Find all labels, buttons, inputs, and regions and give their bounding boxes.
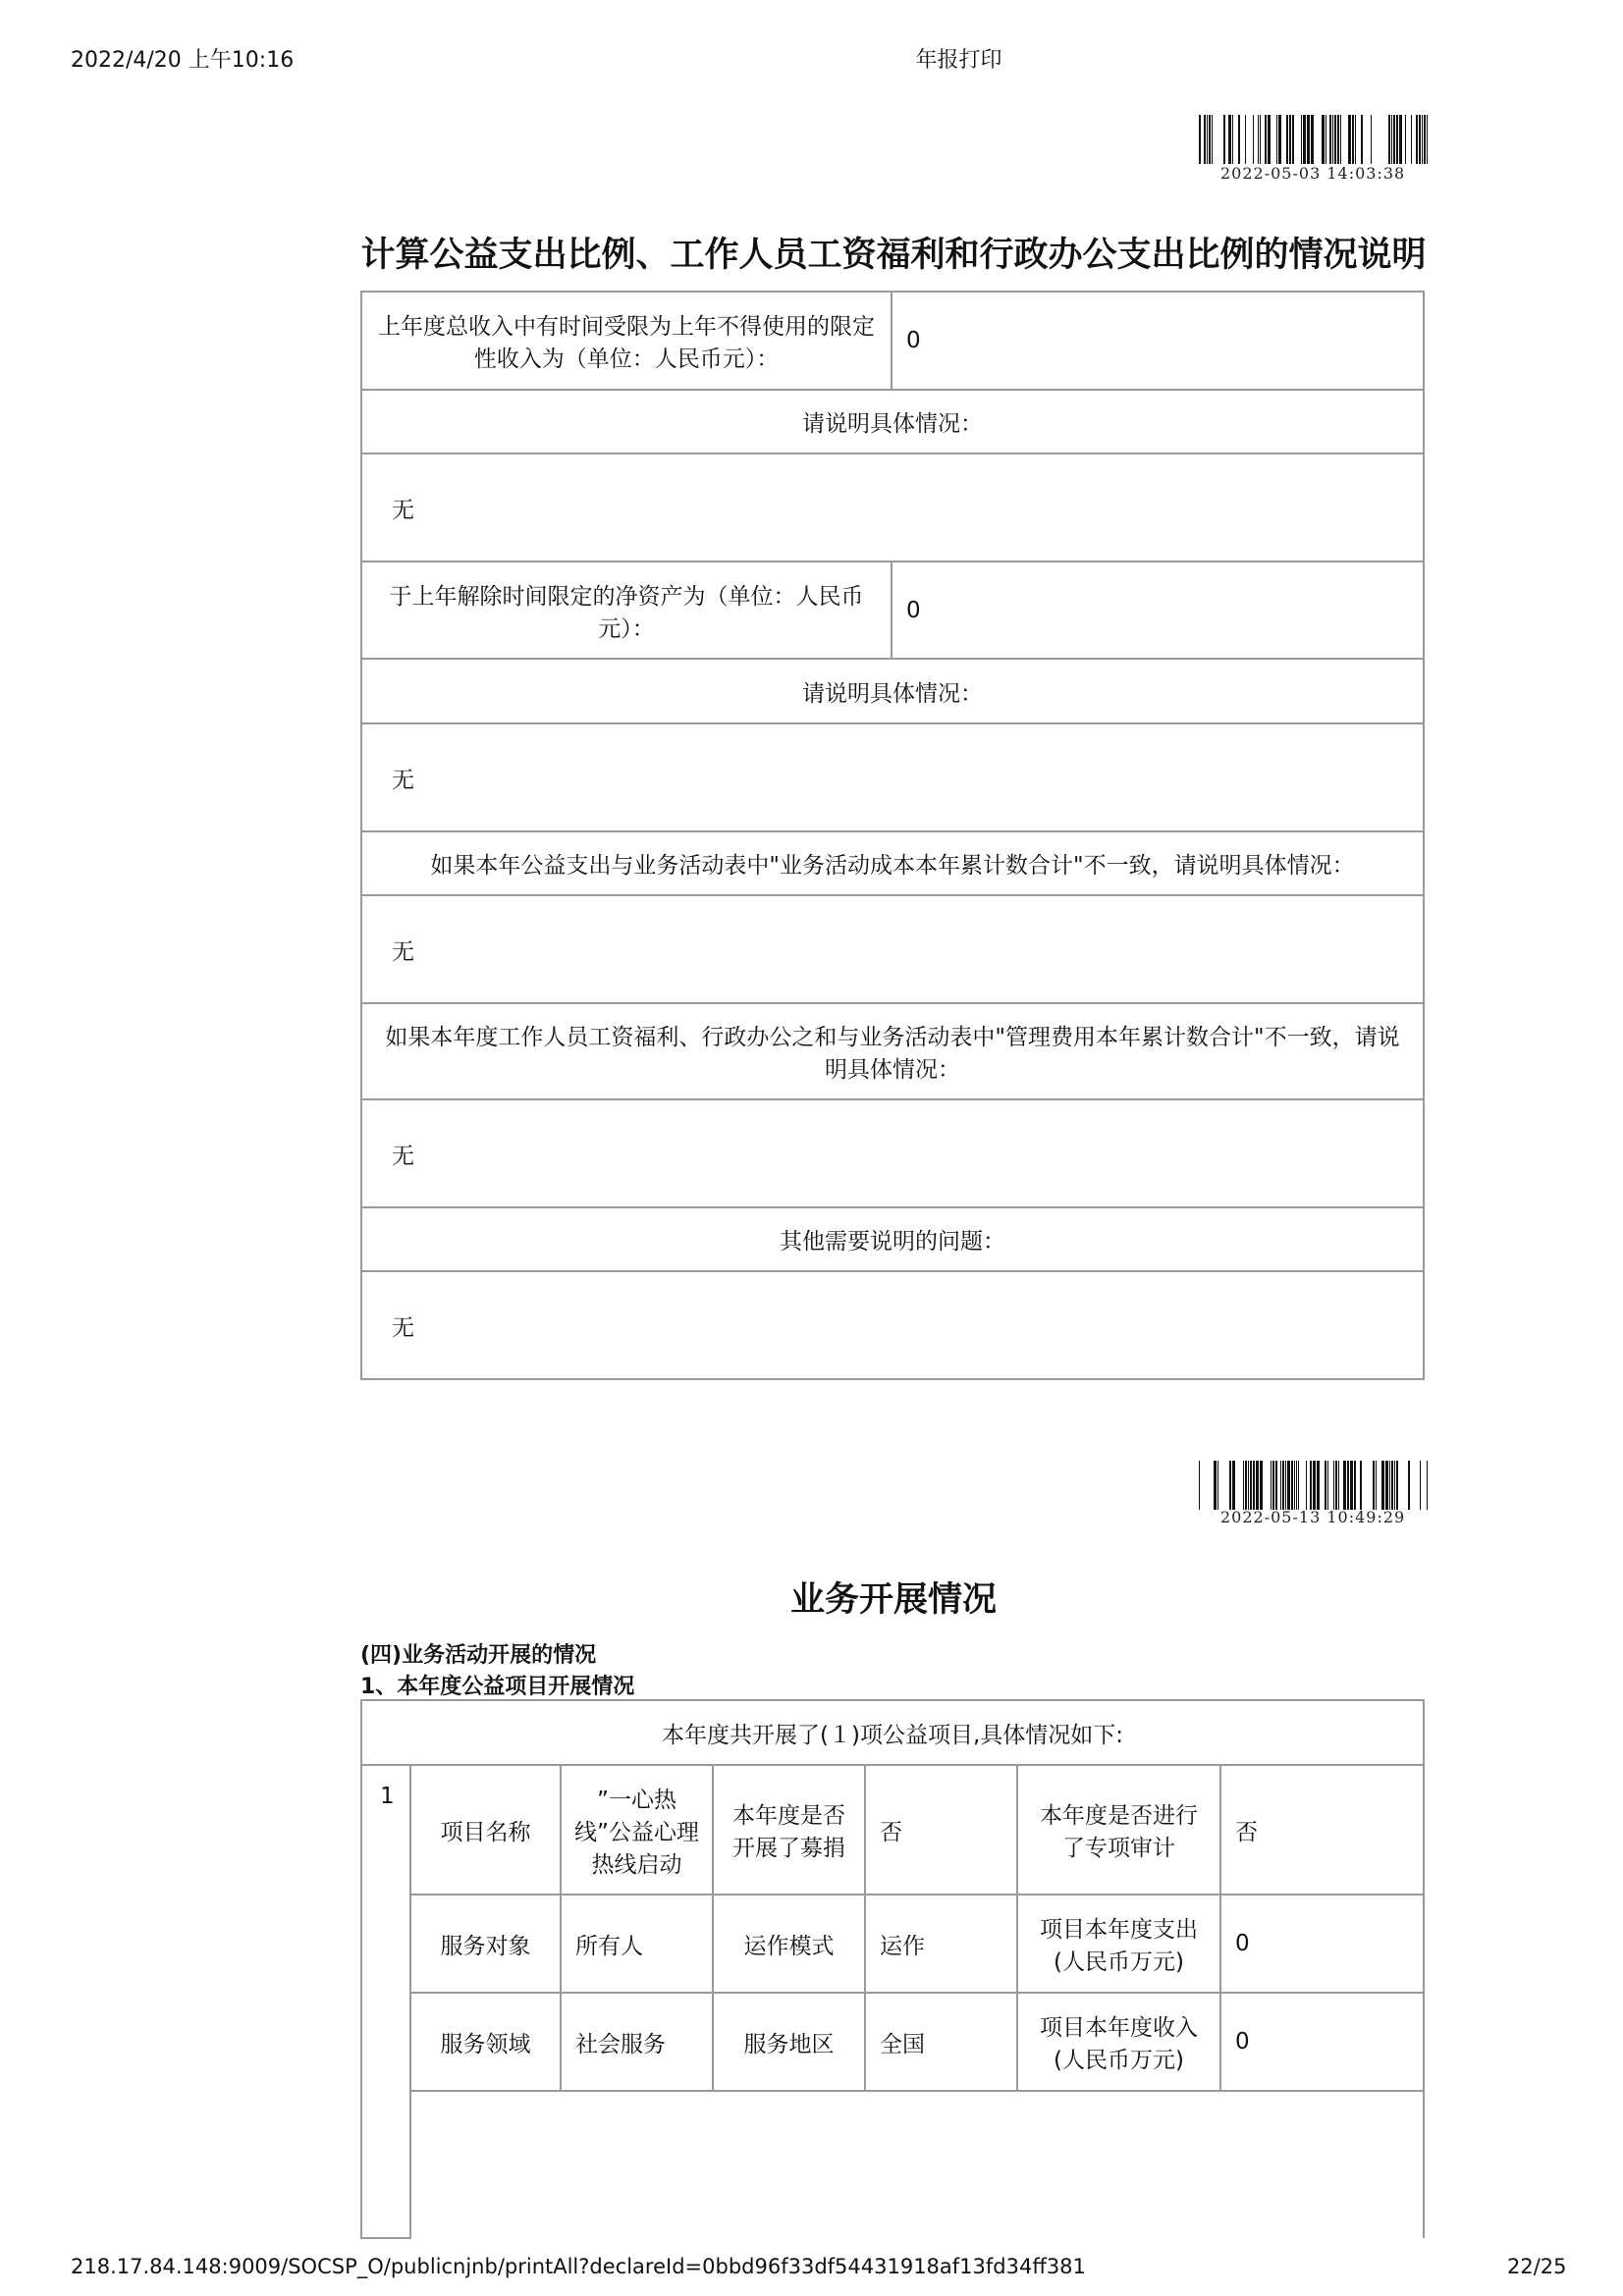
- explanation-table: [360, 291, 1425, 1380]
- project-name-value: ”一心热线”公益心理热线启动: [561, 1765, 713, 1895]
- expense-value: 0: [1220, 1895, 1424, 1993]
- page-number: 22/25: [1507, 2255, 1567, 2278]
- released-assets-label: 于上年解除时间限定的净资产为（单位：人民币元）：: [361, 561, 892, 659]
- subsection-title: 1、本年度公益项目开展情况: [360, 1675, 635, 1699]
- fundraising-label: 本年度是否开展了募捐: [713, 1765, 865, 1895]
- barcode-image: [1199, 1461, 1428, 1510]
- barcode-timestamp: 2022-05-03 14:03:38: [1220, 164, 1406, 183]
- print-url: 218.17.84.148:9009/SOCSP_O/publicnjnb/printAll?declareId=0bbd96f33df54431918af13fd34ff381: [71, 2255, 1086, 2278]
- barcode-image: [1199, 115, 1428, 164]
- target-label: 服务对象: [410, 1895, 561, 1993]
- fundraising-value: 否: [865, 1765, 1017, 1895]
- project-summary: 本年度共开展了(１)项公益项目,具体情况如下:: [361, 1700, 1424, 1765]
- target-value: 所有人: [561, 1895, 713, 1993]
- income-label: 项目本年度收入(人民币万元): [1017, 1993, 1220, 2091]
- explain-label: 请说明具体情况：: [361, 390, 1424, 454]
- released-assets-value: 0: [892, 561, 1424, 659]
- other-value: 无: [361, 1271, 1424, 1379]
- print-datetime: 2022/4/20 上午10:16: [71, 48, 295, 73]
- project-index: 1: [361, 1765, 410, 2238]
- section-title: 计算公益支出比例、工作人员工资福利和行政办公支出比例的情况说明: [360, 236, 1427, 275]
- project-name-label: 项目名称: [410, 1765, 561, 1895]
- restricted-income-value: 0: [892, 292, 1424, 390]
- income-value: 0: [1220, 1993, 1424, 2091]
- mismatch-admin-value: 无: [361, 1099, 1424, 1207]
- region-value: 全国: [865, 1993, 1017, 2091]
- explain-label: 请说明具体情况：: [361, 659, 1424, 723]
- restricted-income-label: 上年度总收入中有时间受限为上年不得使用的限定性收入为（单位：人民币元）：: [361, 292, 892, 390]
- section-title: 业务开展情况: [789, 1580, 997, 1620]
- project-description-area: [410, 2091, 1424, 2238]
- mode-value: 运作: [865, 1895, 1017, 1993]
- audit-label: 本年度是否进行了专项审计: [1017, 1765, 1220, 1895]
- project-table: [360, 1699, 1425, 2239]
- field-value: 社会服务: [561, 1993, 713, 2091]
- expense-label: 项目本年度支出(人民币万元): [1017, 1895, 1220, 1993]
- other-label: 其他需要说明的问题：: [361, 1207, 1424, 1271]
- print-title: 年报打印: [915, 48, 1002, 73]
- barcode-timestamp: 2022-05-13 10:49:29: [1220, 1508, 1406, 1526]
- mismatch-public-value: 无: [361, 895, 1424, 1003]
- mode-label: 运作模式: [713, 1895, 865, 1993]
- mismatch-admin-label: 如果本年度工作人员工资福利、行政办公之和与业务活动表中"管理费用本年累计数合计"不一致，请说明具体情况：: [361, 1003, 1424, 1099]
- region-label: 服务地区: [713, 1993, 865, 2091]
- explain-value: 无: [361, 723, 1424, 831]
- audit-value: 否: [1220, 1765, 1424, 1895]
- field-label: 服务领域: [410, 1993, 561, 2091]
- explain-value: 无: [361, 454, 1424, 561]
- mismatch-public-label: 如果本年公益支出与业务活动表中"业务活动成本本年累计数合计"不一致，请说明具体情况：: [361, 831, 1424, 895]
- subsection-title: (四)业务活动开展的情况: [360, 1643, 597, 1668]
